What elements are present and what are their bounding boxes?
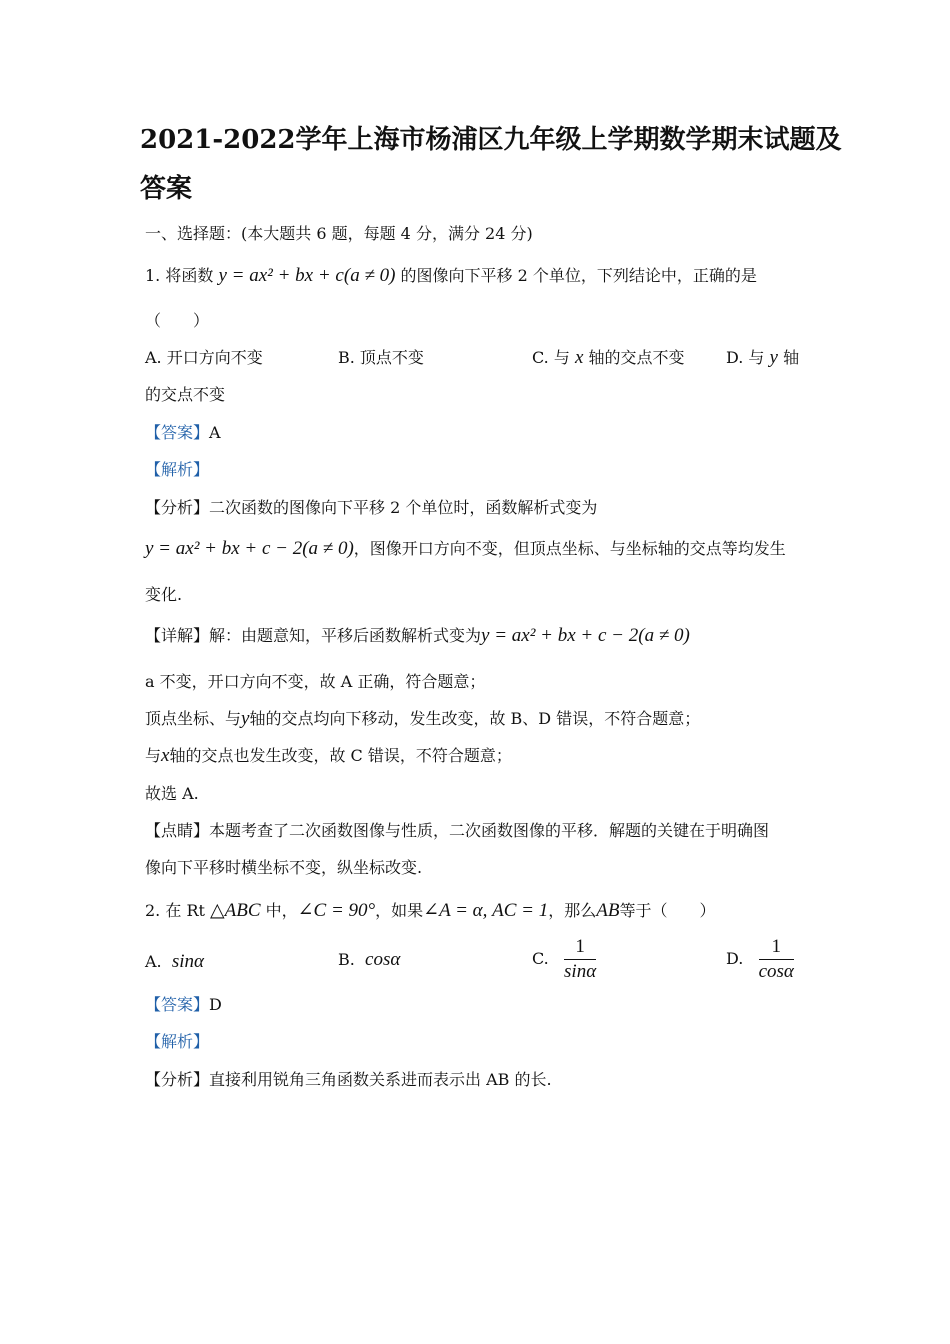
fenxi-line: 【分析】二次函数的图像向下平移 2 个单位时，函数解析式变为 [145,498,598,517]
option-a: A. sinα [145,951,204,972]
detail-line: 【详解】解：由题意知，平移后函数解析式变为y = ax² + bx + c − 2(a ≠ 0) [145,625,690,646]
fenxi-formula-line: y = ax² + bx + c − 2(a ≠ 0)，图像开口方向不变，但顶点坐标、与坐标轴的交点等均发生 [145,538,786,559]
formula: y = ax² + bx + c(a ≠ 0) [218,265,396,286]
section-header: 一、选择题：(本大题共 6 题，每题 4 分，满分 24 分) [145,224,533,243]
answer-paren: （ ） [145,311,210,330]
detail-tag: 【详解】 [145,626,210,645]
fenxi-tag: 【分析】 [145,1070,210,1089]
option-d: D. 与 y 轴 [726,347,800,368]
fraction: $\frac{1}{\sin\alpha}$ [564,936,597,982]
option-a: A. 开口方向不变 [145,348,263,367]
detail-line-2: 顶点坐标、与y轴的交点均向下移动，发生改变，故 B、D 错误，不符合题意； [145,708,701,729]
fenxi-tag: 【分析】 [145,498,210,517]
answer-line [145,995,222,1015]
answer-tag: 【答案】 [145,995,210,1014]
question-number: 1. [145,266,161,285]
dianjing-tag: 【点睛】 [145,821,210,840]
detail-line-4: 故选 A. [145,784,199,803]
fenxi-line-3: 变化. [145,585,183,604]
option-c: C. $\frac{1}{\sin\alpha}$ [532,936,597,982]
option-c: C. 与 x 轴的交点不变 [532,347,685,368]
page-title-line1: 2021-2022学年上海市杨浦区九年级上学期数学期末试题及 [140,125,842,155]
dianjing-line-2: 像向下平移时横坐标不变，纵坐标改变. [145,858,423,877]
question-2-stem: 2. 在 Rt △ABC 中，∠C = 90°，如果∠A = α, AC = 1，那么AB等于（ ） [145,900,716,921]
answer-tag: 【答案】 [145,423,210,442]
analysis-tag: 【解析】 [145,1032,210,1051]
option-d-continued: 的交点不变 [145,385,226,404]
question-text: 的图像向下平移 2 个单位，下列结论中，正确的是 [400,266,757,285]
answer-value: D [209,995,222,1014]
detail-line-1: a 不变，开口方向不变，故 A 正确，符合题意； [145,672,486,691]
analysis-tag: 【解析】 [145,460,210,479]
answer-line [145,423,221,443]
fraction: $\frac{1}{\cos\alpha}$ [758,936,794,982]
dianjing-line: 【点睛】本题考查了二次函数图像与性质，二次函数图像的平移．解题的关键在于明确图 [145,821,770,840]
fenxi-line: 【分析】直接利用锐角三角函数关系进而表示出 AB 的长. [145,1070,552,1089]
detail-line-3: 与x轴的交点也发生改变，故 C 错误，不符合题意； [145,745,512,766]
option-d: D. $\frac{1}{\cos\alpha}$ [726,936,794,982]
question-1-stem [145,266,757,286]
option-b: B. 顶点不变 [338,348,424,367]
page-title-line2: 答案 [140,174,193,204]
option-b: B. cosα [338,949,401,970]
formula: y = ax² + bx + c − 2(a ≠ 0) [145,538,354,559]
question-number: 2. [145,901,161,920]
question-text: 将函数 [165,266,214,285]
answer-value: A [209,423,221,442]
formula: y = ax² + bx + c − 2(a ≠ 0) [481,625,690,646]
